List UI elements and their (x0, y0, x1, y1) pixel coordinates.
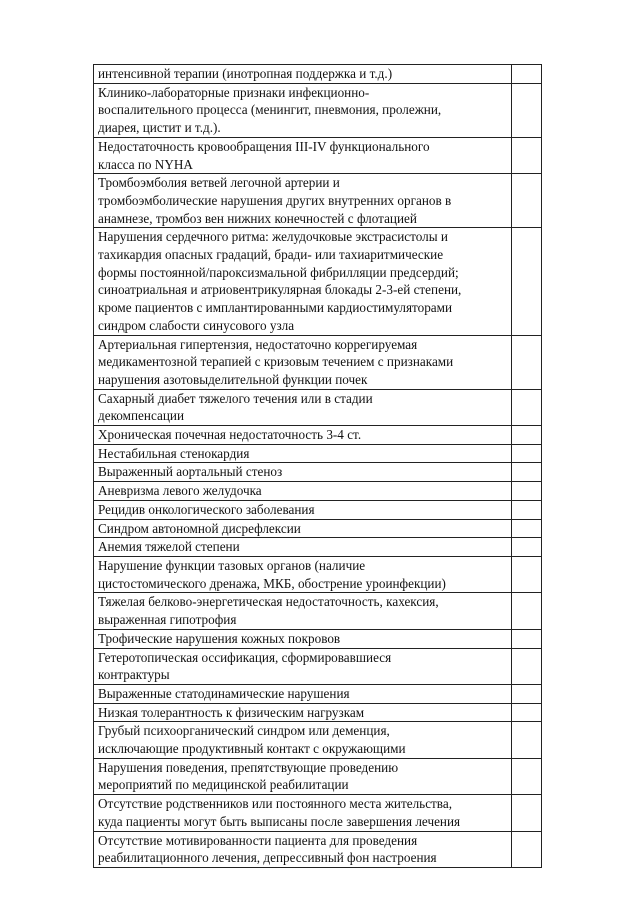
mark-cell (512, 335, 542, 389)
table-row (94, 722, 542, 758)
criterion-text: Недостаточность кровообращения III-IV функционального класса по NYHA (94, 137, 512, 173)
criterion-text: Аневризма левого желудочка (94, 482, 512, 501)
mark-cell (512, 795, 542, 831)
criterion-text: интенсивной терапии (инотропная поддержка и т.д.) (94, 65, 512, 84)
mark-cell (512, 629, 542, 648)
table-row (94, 174, 542, 228)
table-row (94, 648, 542, 684)
criterion-text: Грубый психоорганический синдром или деменция, исключающие продуктивный контакт с окружающими (94, 722, 512, 758)
table-row (94, 758, 542, 794)
table-row (94, 463, 542, 482)
criterion-text: Хроническая почечная недостаточность 3-4 ст. (94, 426, 512, 445)
criterion-text: Гетеротопическая оссификация, сформировавшиеся контрактуры (94, 648, 512, 684)
criterion-text: Клинико-лабораторные признаки инфекционно- воспалительного процесса (менингит, пневмония, пролежни, диарея, цистит и т.д.). (94, 83, 512, 137)
criterion-text: Нестабильная стенокардия (94, 444, 512, 463)
table-row (94, 519, 542, 538)
mark-cell (512, 648, 542, 684)
mark-cell (512, 684, 542, 703)
table-row (94, 538, 542, 557)
table-row (94, 684, 542, 703)
table-row (94, 593, 542, 629)
contraindications-table (93, 64, 542, 868)
criterion-text: Выраженный аортальный стеноз (94, 463, 512, 482)
table-body (94, 65, 542, 868)
mark-cell (512, 444, 542, 463)
mark-cell (512, 389, 542, 425)
criterion-text: Нарушения сердечного ритма: желудочковые экстрасистолы и тахикардия опасных градаций, бради- или тахиаритмические формы постоянной/пароксизмальной фибрилляции предсердий; синоатриальная и атриовентрикулярная блокады 2-3-ей степени, кроме пациентов с имплантированными кардиостимуляторами синдром слабости синусового узла (94, 228, 512, 335)
criterion-text: Низкая толерантность к физическим нагрузкам (94, 703, 512, 722)
table-row (94, 482, 542, 501)
criterion-text: Отсутствие мотивированности пациента для проведения реабилитационного лечения, депрессивный фон настроения (94, 831, 512, 867)
mark-cell (512, 426, 542, 445)
mark-cell (512, 463, 542, 482)
criterion-text: Сахарный диабет тяжелого течения или в стадии декомпенсации (94, 389, 512, 425)
table-row (94, 389, 542, 425)
mark-cell (512, 519, 542, 538)
criterion-text: Анемия тяжелой степени (94, 538, 512, 557)
criterion-text: Выраженные статодинамические нарушения (94, 684, 512, 703)
table-row (94, 556, 542, 592)
table-row (94, 629, 542, 648)
criterion-text: Тромбоэмболия ветвей легочной артерии и тромбоэмболические нарушения других внутренних органов в анамнезе, тромбоз вен нижних конечностей с флотацией (94, 174, 512, 228)
criterion-text: Отсутствие родственников или постоянного места жительства, куда пациенты могут быть выписаны после завершения лечения (94, 795, 512, 831)
criterion-text: Трофические нарушения кожных покровов (94, 629, 512, 648)
mark-cell (512, 482, 542, 501)
mark-cell (512, 137, 542, 173)
mark-cell (512, 65, 542, 84)
mark-cell (512, 538, 542, 557)
table-row (94, 444, 542, 463)
criterion-text: Нарушение функции тазовых органов (наличие цистостомического дренажа, МКБ, обострение уроинфекции) (94, 556, 512, 592)
table-row (94, 83, 542, 137)
mark-cell (512, 722, 542, 758)
mark-cell (512, 831, 542, 867)
criterion-text: Синдром автономной дисрефлексии (94, 519, 512, 538)
criterion-text: Нарушения поведения, препятствующие проведению мероприятий по медицинской реабилитации (94, 758, 512, 794)
criterion-text: Артериальная гипертензия, недостаточно коррегируемая медикаментозной терапией с кризовым течением с признаками нарушения азотовыделительной функции почек (94, 335, 512, 389)
table-row (94, 795, 542, 831)
table-row (94, 831, 542, 867)
mark-cell (512, 83, 542, 137)
mark-cell (512, 703, 542, 722)
table-row (94, 500, 542, 519)
mark-cell (512, 174, 542, 228)
mark-cell (512, 758, 542, 794)
table-row (94, 335, 542, 389)
criterion-text: Тяжелая белково-энергетическая недостаточность, кахексия, выраженная гипотрофия (94, 593, 512, 629)
criterion-text: Рецидив онкологического заболевания (94, 500, 512, 519)
table-row (94, 426, 542, 445)
table-row (94, 228, 542, 335)
mark-cell (512, 556, 542, 592)
table-row (94, 137, 542, 173)
table-row (94, 65, 542, 84)
mark-cell (512, 500, 542, 519)
mark-cell (512, 228, 542, 335)
mark-cell (512, 593, 542, 629)
table-row (94, 703, 542, 722)
